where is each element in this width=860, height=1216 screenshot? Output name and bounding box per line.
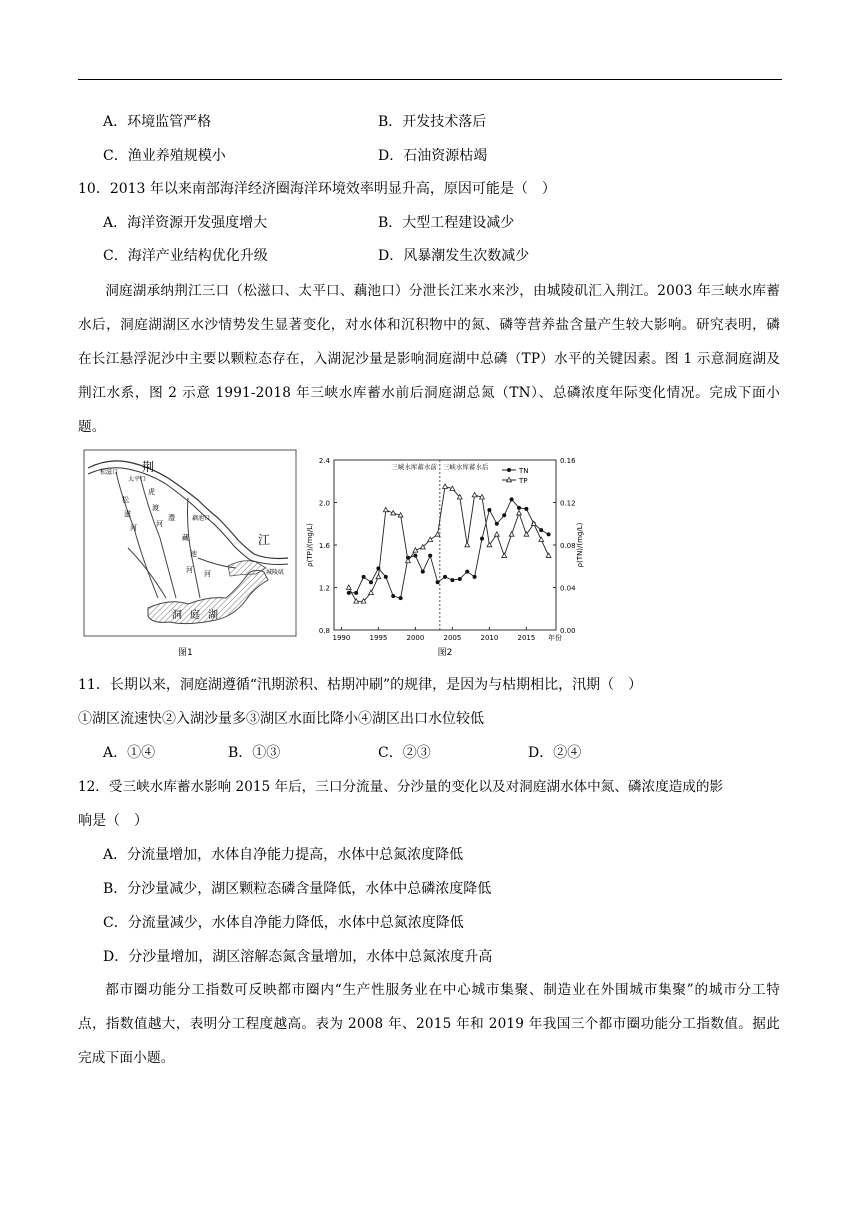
x-axis-label: 年份	[548, 634, 562, 642]
point-tn	[450, 578, 454, 582]
x-tick-label: 2015	[517, 634, 536, 642]
y-left-axis-label: ρ(TP)/(mg/L)	[306, 523, 314, 567]
map-label-zang: 藏	[182, 534, 189, 542]
annotation-before: 三峡水库蓄水前	[391, 463, 437, 471]
y-left-tick-label: 1.6	[318, 542, 330, 550]
point-tn	[465, 570, 469, 574]
q12-option-d: D．分沙量增加，湖区溶解态氮含量增加，水体中总氮浓度升高	[103, 949, 493, 965]
point-tp	[546, 553, 551, 557]
y-right-tick-label: 0.00	[560, 627, 576, 635]
q12-stem-line1: 12．受三峡水库蓄水影响 2015 年后，三口分流量、分沙量的变化以及对洞庭湖水体中氮、磷浓度造成的影	[78, 779, 724, 795]
y-right-tick-label: 0.04	[560, 584, 576, 593]
point-tn	[369, 580, 373, 584]
point-tp	[517, 511, 522, 515]
point-tn	[399, 596, 403, 600]
figure-1-map	[78, 448, 300, 664]
point-tn	[502, 513, 506, 517]
point-tn	[495, 522, 499, 526]
map-label-chi: 池	[190, 550, 197, 558]
point-tp	[383, 507, 388, 511]
y-right-tick-label: 0.16	[560, 457, 576, 465]
legend-marker-tn	[507, 468, 511, 472]
point-tn	[362, 575, 366, 579]
point-tn	[510, 497, 514, 501]
point-tn	[473, 575, 477, 579]
q9-option-b: B．开发技术落后	[378, 114, 487, 130]
x-tick-label: 1995	[369, 634, 388, 642]
point-tn	[487, 508, 491, 512]
q11-option-b: B．①③	[228, 745, 281, 761]
map-label-jing: 荆	[142, 460, 155, 474]
map-label-hu: 虎	[148, 488, 155, 496]
map-label-lake-1: 洞	[172, 610, 182, 621]
x-tick-label: 2010	[480, 634, 499, 642]
q9-option-a: A．环境监管严格	[103, 114, 212, 130]
q11-stem: 11．长期以来，洞庭湖遵循“汛期淤积、枯期冲刷”的规律，是因为与枯期相比，汛期（ ）	[78, 677, 643, 693]
point-tp	[435, 532, 440, 536]
map-label-song: 松	[122, 496, 129, 504]
point-tn	[428, 554, 432, 558]
map-label-li: 澧	[168, 514, 175, 522]
point-tn	[436, 580, 440, 584]
map-label-oucikou: 藕池口	[192, 515, 211, 522]
point-tn	[539, 528, 543, 532]
x-tick-label: 2000	[406, 634, 425, 642]
q10-option-b: B．大型工程建设减少	[378, 215, 515, 231]
map-label-he1: 河	[130, 524, 137, 532]
map-label-chenglingji: 城陵矶	[266, 569, 285, 576]
point-tp	[428, 537, 433, 541]
figure-2-caption: 图2	[437, 648, 453, 658]
point-tn	[354, 591, 358, 595]
point-tn	[391, 594, 395, 598]
point-tp	[369, 590, 374, 594]
q11-items: ①湖区流速快②入湖沙量多③湖区水面比降小④湖区出口水位较低	[78, 711, 484, 727]
point-tp	[494, 532, 499, 536]
map-label-taipingkou: 太平口	[128, 476, 147, 483]
point-tn	[458, 577, 462, 581]
point-tp	[465, 542, 470, 546]
y-right-tick-label: 0.12	[560, 499, 576, 508]
y-left-tick-label: 1.2	[318, 584, 330, 593]
map-label-du: 渡	[152, 504, 159, 512]
point-tn	[347, 591, 351, 595]
y-left-tick-label: 2.0	[318, 499, 330, 508]
q9-option-c: C．渔业养殖规模小	[103, 148, 226, 164]
q11-option-a: A．①④	[103, 745, 156, 761]
point-tp	[472, 492, 477, 496]
q12-option-c: C．分流量减少，水体自净能力降低，水体中总氮浓度降低	[103, 915, 464, 931]
passage-metro-area: 都市圈功能分工指数可反映都市圈内“生产性服务业在中心城市集聚、制造业在外围城市集聚”的城市分工特点，指数值越大，表明分工程度越高。表为 2008 年、2015 年和 2019 年我国三个都市圈功能分工指数值。据此完成下面小题。	[78, 982, 780, 1066]
point-tn	[413, 554, 417, 558]
passage-dongting: 洞庭湖承纳荆江三口（松滋口、太平口、藕池口）分泄长江来水来沙，由城陵矶汇入荆江。2003 年三峡水库蓄水后，洞庭湖湖区水沙情势发生显著变化，对水体和沉积物中的氮、磷等营养盐含量产生较大影响。研究表明，磷在长江悬浮泥沙中主要以颗粒态存在，入湖泥沙量是影响洞庭湖中总磷（TP）水平的关键因素。图 1 示意洞庭湖及荆江水系，图 2 示意 1991-2018 年三峡水库蓄水前后洞庭湖总氮（TN）、总磷浓度年际变化情况。完成下面小题。	[78, 283, 780, 435]
point-tn	[384, 575, 388, 579]
point-tp	[502, 553, 507, 557]
legend-label-tp: TP	[519, 477, 528, 485]
point-tn	[547, 532, 551, 536]
point-tp	[376, 574, 381, 578]
map-label-lake-2: 庭	[190, 610, 200, 621]
y-right-axis-label: ρ(TN)/(mg/L)	[576, 522, 584, 568]
legend-label-tn: TN	[519, 467, 529, 475]
figure-1-caption: 图1	[178, 648, 193, 658]
map-label-zi: 滋	[124, 510, 131, 518]
header-rule	[78, 79, 782, 80]
x-tick-label: 1990	[332, 634, 351, 642]
map-label-lake-3: 湖	[208, 610, 218, 621]
point-tp	[509, 532, 514, 536]
y-left-tick-label: 0.8	[318, 627, 330, 635]
q12-stem-line2: 响是（ ）	[78, 813, 148, 829]
q12-option-b: B．分沙量减少，湖区颗粒态磷含量降低，水体中总磷浓度降低	[103, 881, 492, 897]
point-tn	[480, 537, 484, 541]
point-tn	[517, 506, 521, 510]
map-label-he2: 河	[156, 520, 163, 528]
point-tn	[524, 507, 528, 511]
x-tick-label: 2005	[443, 634, 462, 642]
q10-option-c: C．海洋产业结构优化升级	[103, 248, 268, 264]
map-label-he3: 河	[186, 566, 193, 574]
point-tp	[539, 537, 544, 541]
map-label-jiang: 江	[258, 533, 271, 547]
map-label-songzikou: 松滋口	[100, 469, 119, 476]
y-right-tick-label: 0.08	[560, 542, 576, 550]
figure-2-chart	[300, 448, 590, 664]
point-tp	[443, 484, 448, 488]
point-tn	[443, 575, 447, 579]
q11-option-d: D．②④	[528, 745, 582, 761]
q10-option-d: D．风暴潮发生次数减少	[378, 248, 530, 264]
q9-option-d: D．石油资源枯竭	[378, 148, 488, 164]
annotation-after: 三峡水库蓄水后	[442, 463, 489, 471]
map-label-he4: 河	[204, 570, 211, 578]
point-tp	[346, 585, 351, 589]
point-tn	[421, 570, 425, 574]
q10-option-a: A．海洋资源开发强度增大	[103, 215, 268, 231]
q11-option-c: C．②③	[378, 745, 431, 761]
q12-option-a: A．分流量增加，水体自净能力提高，水体中总氮浓度降低	[103, 847, 464, 863]
q10-stem: 10．2013 年以来南部海洋经济圈海洋环境效率明显升高，原因可能是（ ）	[78, 181, 556, 197]
y-left-tick-label: 2.4	[318, 457, 330, 465]
series-line-tp	[349, 487, 549, 602]
